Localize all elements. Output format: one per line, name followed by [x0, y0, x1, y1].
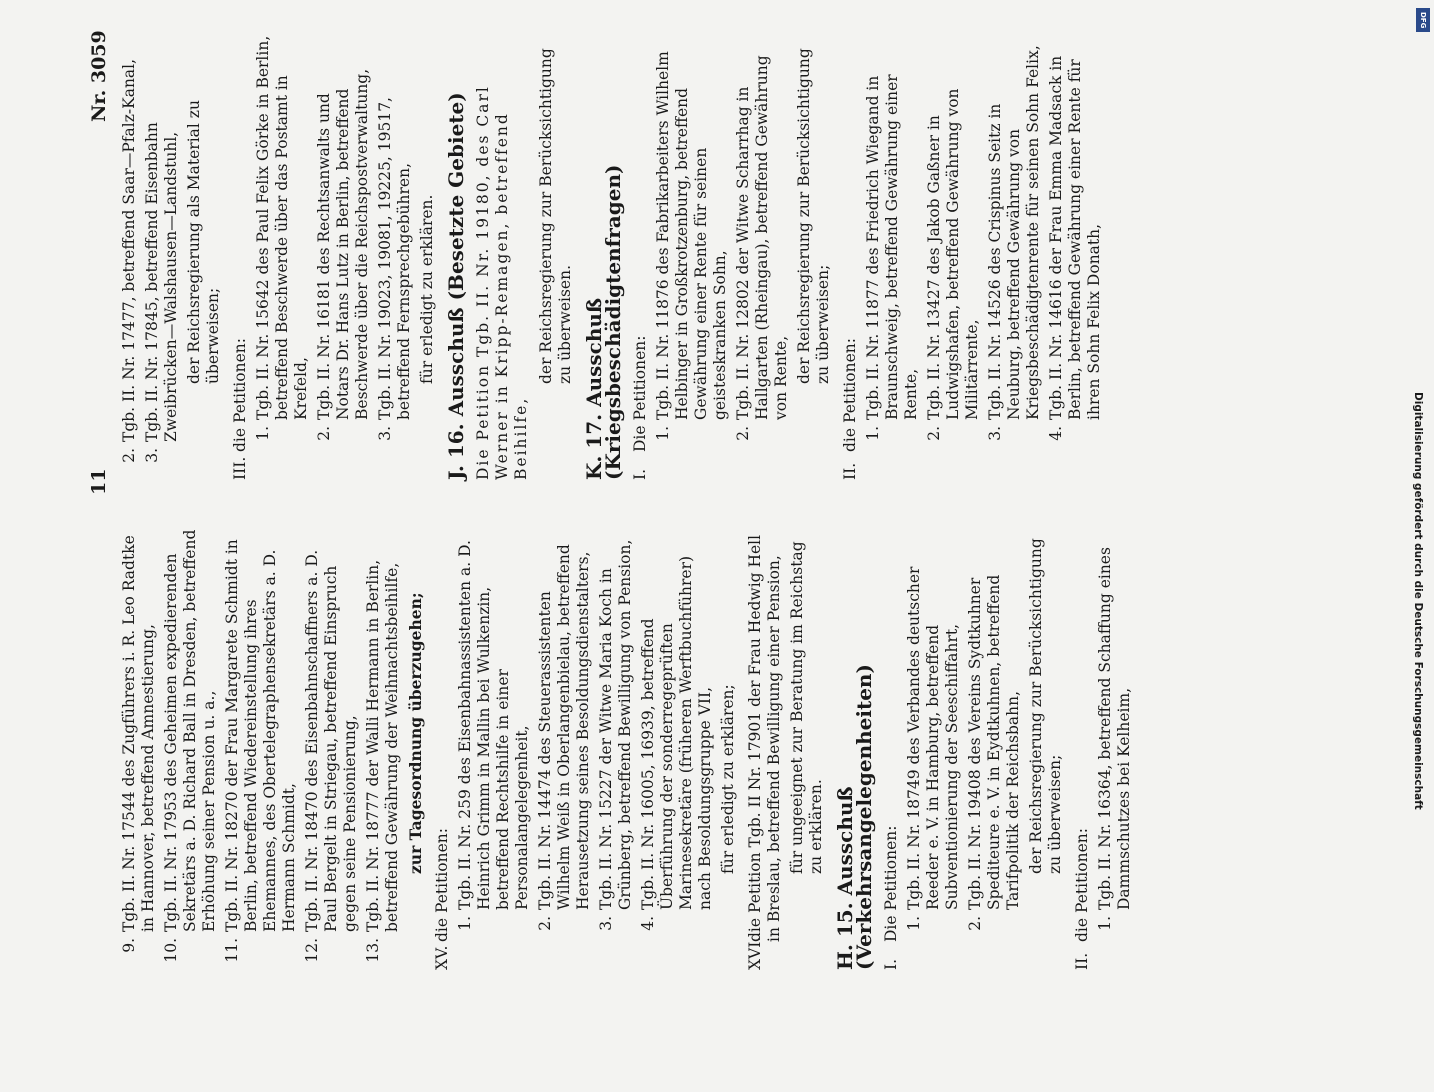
item-text: Tgb. II. Nr. 14616 der Frau Emma Madsack in Berlin, betreffend Gewährung einer Rente für ihren Sohn Felix Donath,: [1047, 55, 1103, 420]
item-number: 4.: [639, 916, 657, 931]
column-left: [120, 525, 1138, 970]
item-text: Tgb. II. Nr. 11876 des Fabrikarbeiters Wilhelm Helbinger in Großkrotzenburg, betreffend Gewährung einer Rente für seinen geisteskranken Sohn,: [654, 51, 729, 420]
item-number: 3.: [986, 426, 1004, 441]
item-number: 2.: [925, 426, 943, 441]
petition-item: [597, 525, 635, 948]
petition-item: [120, 35, 139, 480]
item-number: 11.: [223, 938, 241, 963]
petition-item: [303, 525, 360, 970]
item-text: Tgb. II. Nr. 14526 des Crispinus Seitz in Neuburg, betreffend Gewährung von Kriegsbeschädigtenrente für seinen Sohn Felix,: [986, 45, 1042, 420]
roman-k-ii: II.: [841, 462, 859, 480]
section-xv: [433, 525, 452, 970]
section-h-ii: [1073, 525, 1092, 970]
petition-item: [734, 35, 791, 458]
item-text: Tgb. II. Nr. 11877 des Friedrich Wiegand in Braunschweig, betreffend Gewährung einer Rente,: [864, 74, 920, 420]
item-number: 2.: [734, 426, 752, 441]
item-text: Tgb. II. Nr. 17544 des Zugführers i. R. Leo Radtke in Hannover, betreffend Amnestierung,: [120, 535, 157, 932]
item-number: 1.: [1096, 916, 1114, 931]
section-heading-j: J. 16. Ausschuß (Besetzte Gebiete): [444, 92, 468, 480]
item-number: 1.: [864, 426, 882, 441]
item-number: 1.: [254, 426, 272, 441]
xv-title: die Petitionen:: [433, 828, 451, 942]
petition-item: [364, 525, 402, 970]
petition-item: [456, 525, 532, 948]
petition-item: [376, 35, 414, 458]
petition-item: [223, 525, 299, 970]
petition-item: [162, 525, 219, 970]
item-text: Tgb. II. Nr. 12802 der Witwe Scharrhag in Hallgarten (Rheingau), betreffend Gewährung von Rente,: [734, 55, 790, 420]
sidebar-credit: [1408, 0, 1432, 1000]
result-j: der Reichsregierung zur Berücksichtigung zu überweisen.: [537, 48, 574, 384]
item-text: Tgb. II. Nr. 17953 des Geheimen expedierenden Sekretärs a. D. Richard Ball in Dresden, betreffend Erhöhung seiner Pension u. a.,: [162, 529, 218, 932]
result-xvi: für ungeeignet zur Beratung im Reichstag zu erklären.: [788, 541, 825, 874]
item-text: Tgb. II. Nr. 18749 des Verbandes deutscher Reeder e. V. in Hamburg, betreffend Subventionierung der Seeschiffahrt,: [905, 566, 961, 910]
dfg-logo: DFG: [1416, 8, 1430, 32]
item-text: Tgb. II. Nr. 19408 des Vereins Sydtkuhner Spediteure e. V. in Eydtkuhnen, betreffend Tarifpolitik der Reichsbahn,: [966, 574, 1022, 910]
result-k-i: der Reichsregierung zur Berücksichtigung zu überweisen;: [795, 48, 832, 384]
item-text: Tgb. II. Nr. 15642 des Paul Felix Görke in Berlin, betreffend Beschwerde über das Postamt in Krefeld,: [254, 35, 310, 420]
item-number: 1.: [905, 916, 923, 931]
petition-item: [254, 35, 311, 458]
column-right: [120, 35, 1108, 480]
item-text: Tgb. II. Nr. 16005, 16939, betreffend Überführung der sonderregeprüften Marinesekretäre (früheren Werftbuchführer) nach Besoldungsgruppe VII,: [639, 555, 714, 910]
roman-iii: III.: [231, 456, 249, 480]
result-tagesordnung: zur Tagesordnung überzugehen;: [406, 592, 425, 874]
petition-item: [925, 35, 982, 458]
section-iii: [231, 35, 250, 480]
item-text: Tgb. II. Nr. 14474 des Steuerassistenten Wilhelm Weiß in Oberlangenbielau, betreffend Herausetzung seines Besoldungsdienstalters,: [536, 544, 592, 910]
item-number: 12.: [303, 938, 321, 963]
item-number: 3.: [376, 426, 394, 441]
roman-h-i: I.: [882, 958, 900, 970]
item-number: 3.: [597, 916, 615, 931]
petition-item: [639, 525, 715, 948]
petition-item: [1047, 35, 1104, 458]
roman-xv: XV.: [433, 945, 451, 970]
page-number: 11: [88, 468, 110, 495]
petition-item: [864, 35, 921, 458]
section-h-i: [882, 525, 901, 970]
item-number: 9.: [120, 938, 138, 953]
iii-title: die Petitionen:: [231, 338, 249, 452]
section-k-ii: [841, 35, 860, 480]
item-number: 1.: [456, 916, 474, 931]
item-number: 10.: [162, 938, 180, 963]
result-xv: für erledigt zu erklären;: [719, 684, 737, 874]
item-number: 2.: [120, 448, 138, 463]
item-number: 2.: [966, 916, 984, 931]
section-heading-h: H. 15. Ausschuß (Verkehrsangelegenheiten): [833, 664, 876, 970]
petition-item: [654, 35, 730, 458]
item-text: Tgb. II. Nr. 18470 des Eisenbahnschaffners a. D. Paul Bergelt in Striegau, betreffend Einspruch gegen seine Pensionierung,: [303, 549, 359, 932]
petition-item: [143, 35, 181, 480]
roman-xvi: XVI.: [746, 936, 764, 970]
item-text: Tgb. II. Nr. 15227 der Witwe Maria Koch in Grünberg, betreffend Bewilligung von Pension,: [597, 539, 634, 910]
k-i-title: Die Petitionen:: [631, 335, 649, 452]
result-material: der Reichsregierung als Material zu überweisen;: [185, 100, 222, 384]
item-text: Tgb. II. Nr. 18777 der Walli Hermann in Berlin, betreffend Gewährung der Weihnachtsbeihilfe,: [364, 559, 401, 932]
petition-item: [905, 525, 962, 948]
item-text: Tgb. II. Nr. 13427 des Jakob Gaßner in Ludwigshafen, betreffend Gewährung von Militärrente,: [925, 88, 981, 420]
section-xvi: [746, 525, 784, 970]
item-text: Tgb. II. Nr. 19023, 19081, 19225, 19517, betreffend Fernsprechgebühren,: [376, 97, 413, 420]
petition-item: [536, 525, 593, 948]
item-text: Tgb. II. Nr. 16181 des Rechtsanwalts und Notars Dr. Hans Lutz in Berlin, betreffend Beschwerde über die Reichspostverwaltung,: [315, 68, 371, 420]
item-number: 3.: [143, 448, 161, 463]
xvi-text: die Petition Tgb. II Nr. 17901 der Frau Hedwig Hell in Breslau, betreffend Bewilligung einer Pension,: [746, 534, 783, 942]
result-h-i: der Reichsregierung zur Berücksichtigung zu überweisen;: [1027, 538, 1064, 874]
j-petition: Die Petition Tgb. II. Nr. 19180, des Carl Werner in Kripp-Remagen, betreffend Beihilfe,: [474, 85, 530, 480]
roman-k-i: I.: [631, 468, 649, 480]
item-text: Tgb. II. Nr. 18270 der Frau Margarete Schmidt in Berlin, betreffend Wiedereinstellung ihres Ehemannes, des Obertelegraphensekretärs a. D. Hermann Schmidt,: [223, 539, 298, 932]
h-ii-title: die Petitionen:: [1073, 828, 1091, 942]
roman-h-ii: II.: [1073, 952, 1091, 970]
item-number: 4.: [1047, 426, 1065, 441]
item-text: Tgb. II. Nr. 16364, betreffend Schaffung eines Dammschutzes bei Kelheim,: [1096, 547, 1133, 910]
item-text: Tgb. II. Nr. 17477, betreffend Saar—Pfalz-Kanal,: [120, 58, 138, 442]
section-k-i: [631, 35, 650, 480]
doc-number: Nr. 3059: [88, 30, 110, 122]
petition-item: [986, 35, 1043, 458]
petition-item: [120, 525, 158, 970]
h-i-title: Die Petitionen:: [882, 825, 900, 942]
item-number: 2.: [536, 916, 554, 931]
petition-item: [966, 525, 1023, 948]
item-number: 2.: [315, 426, 333, 441]
k-ii-title: die Petitionen:: [841, 338, 859, 452]
credit-text: Digitalisierung gefördert durch die Deutsche Forschungsgemeinschaft: [1412, 392, 1424, 810]
item-number: 1.: [654, 426, 672, 441]
petition-item: [315, 35, 372, 458]
item-number: 13.: [364, 938, 382, 963]
result-iii: für erledigt zu erklären.: [418, 194, 436, 384]
item-text: Tgb. II. Nr. 259 des Eisenbahnassistenten a. D. Heinrich Grimm in Mallin bei Wulkenzin, betreffend Rechtshilfe in einer Personalangelegenheit,: [456, 540, 531, 910]
section-heading-k: K. 17. Ausschuß (Kriegsbeschädigtenfragen): [582, 164, 625, 480]
item-text: Tgb. II. Nr. 17845, betreffend Eisenbahn Zweibrücken—Walshausen—Landstuhl,: [143, 122, 180, 442]
petition-item: [1096, 525, 1134, 948]
